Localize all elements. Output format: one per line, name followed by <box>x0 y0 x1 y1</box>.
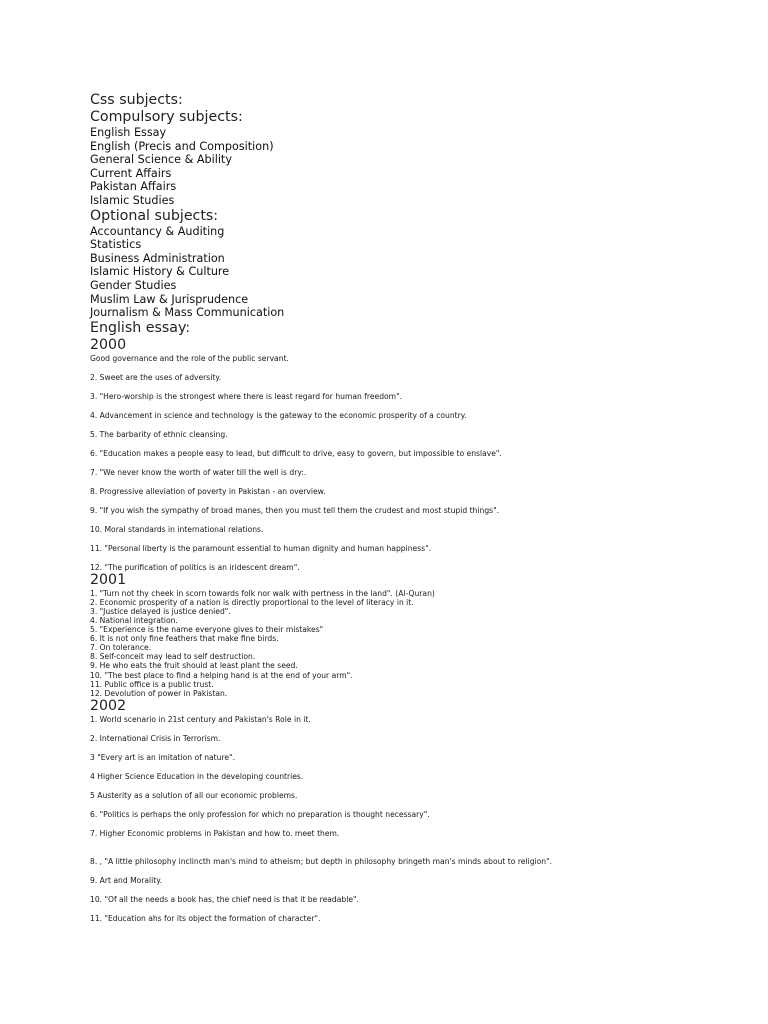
essay-item: 8. , "A little philosophy inclincth man's mind to atheism; but depth in philosophy bringeth man's minds about to religion". <box>90 856 552 866</box>
essay-list-2001 <box>90 589 730 698</box>
essay-item: 1. World scenario in 21st century and Pakistan's Role in it. <box>90 714 311 724</box>
essay-item: 3. "Justice delayed is justice denied". <box>90 606 231 616</box>
list-item: Journalism & Mass Communication <box>90 306 285 320</box>
essay-item: 11. "Personal liberty is the paramount essential to human dignity and human happiness". <box>90 543 432 553</box>
year-heading-2002: 2002 <box>90 697 127 714</box>
css-subjects-heading: Css subjects: <box>90 92 183 108</box>
essay-item: 9. "If you wish the sympathy of broad manes, then you must tell them the crudest and most stupid things". <box>90 505 499 515</box>
year-heading-2000: 2000 <box>90 336 127 353</box>
list-item: Statistics <box>90 238 142 252</box>
list-item: General Science & Ability <box>90 153 232 167</box>
list-item: Business Administration <box>90 251 225 265</box>
essay-list-2002 <box>90 715 730 923</box>
essay-item: 2. Sweet are the uses of adversity. <box>90 372 222 382</box>
optional-subjects-heading: Optional subjects: <box>90 207 219 224</box>
compulsory-subject-list <box>90 126 730 208</box>
essay-item: 6. "Education makes a people easy to lead, but difficult to drive, easy to govern, but impossible to enslave". <box>90 448 502 458</box>
essay-item: 6. It is not only fine feathers that make fine birds. <box>90 634 279 644</box>
essay-item: 7. Higher Economic problems in Pakistan and how to. meet them. <box>90 828 340 838</box>
list-item: English (Precis and Composition) <box>90 139 274 153</box>
essay-item: 4 Higher Science Education in the developing countries. <box>90 771 304 781</box>
list-item: English Essay <box>90 126 167 139</box>
list-item: Accountancy & Auditing <box>90 224 225 238</box>
essay-item: 7. "We never know the worth of water till the well is dry:. <box>90 467 307 477</box>
essay-item: 5. The barbarity of ethnic cleansing. <box>90 429 228 439</box>
essay-item: 10. Moral standards in international relations. <box>90 524 264 534</box>
list-item: Gender Studies <box>90 278 177 292</box>
list-item: Current Affairs <box>90 166 172 180</box>
essay-item: 2. Economic prosperity of a nation is directly proportional to the level of literacy in it. <box>90 597 414 607</box>
essay-item: 1. "Turn not thy cheek in scorn towards folk nor walk with pertness in the land". (Al-Quran) <box>90 588 435 598</box>
document-page <box>90 92 730 933</box>
essay-item: 2. International Crisis in Terrorism. <box>90 733 221 743</box>
optional-subject-list <box>90 225 730 320</box>
essay-item: 10. "Of all the needs a book has, the chief need is that it be readable". <box>90 894 359 904</box>
essay-item: 5 Austerity as a solution of all our economic problems. <box>90 790 298 800</box>
essay-item: 9. Art and Morality. <box>90 875 163 885</box>
essay-item: 8. Progressive alleviation of poverty in Pakistan - an overview. <box>90 486 326 496</box>
essay-item: 5. "Experience is the name everyone gives to their mistakes" <box>90 625 324 635</box>
essay-item: 3 "Every art is an imitation of nature". <box>90 752 235 762</box>
essay-item: 4. National integration. <box>90 616 178 625</box>
essay-item: 12. Devolution of power in Pakistan. <box>90 688 228 698</box>
compulsory-subjects-heading: Compulsory subjects: <box>90 109 243 125</box>
list-item: Islamic History & Culture <box>90 265 230 279</box>
essay-item: 7. On tolerance. <box>90 643 152 653</box>
essay-item: Good governance and the role of the public servant. <box>90 353 289 363</box>
list-item: Islamic Studies <box>90 193 175 207</box>
essay-item: 12. "The purification of politics is an iridescent dream". <box>90 562 300 572</box>
essay-list-2000 <box>90 354 730 572</box>
essay-item: 10. "The best place to find a helping hand is at the end of your arm". <box>90 670 353 680</box>
list-item: Pakistan Affairs <box>90 180 177 194</box>
essay-item: 8. Self-conceit may lead to self destruction. <box>90 652 256 662</box>
essay-item: 9. He who eats the fruit should at least plant the seed. <box>90 661 298 671</box>
essay-item: 11. "Education ahs for its object the formation of character". <box>90 913 321 923</box>
essay-item: 3. "Hero-worship is the strongest where there is least regard for human freedom". <box>90 391 402 401</box>
essay-item: 6. "Politics is perhaps the only profession for which no preparation is thought necessary". <box>90 809 430 819</box>
essay-item: 11. Public office is a public trust. <box>90 679 214 689</box>
list-item: Muslim Law & Jurisprudence <box>90 292 249 306</box>
essay-item: 4. Advancement in science and technology is the gateway to the economic prosperity of a country. <box>90 410 467 420</box>
english-essay-heading: English essay: <box>90 319 191 336</box>
year-heading-2001: 2001 <box>90 571 127 588</box>
